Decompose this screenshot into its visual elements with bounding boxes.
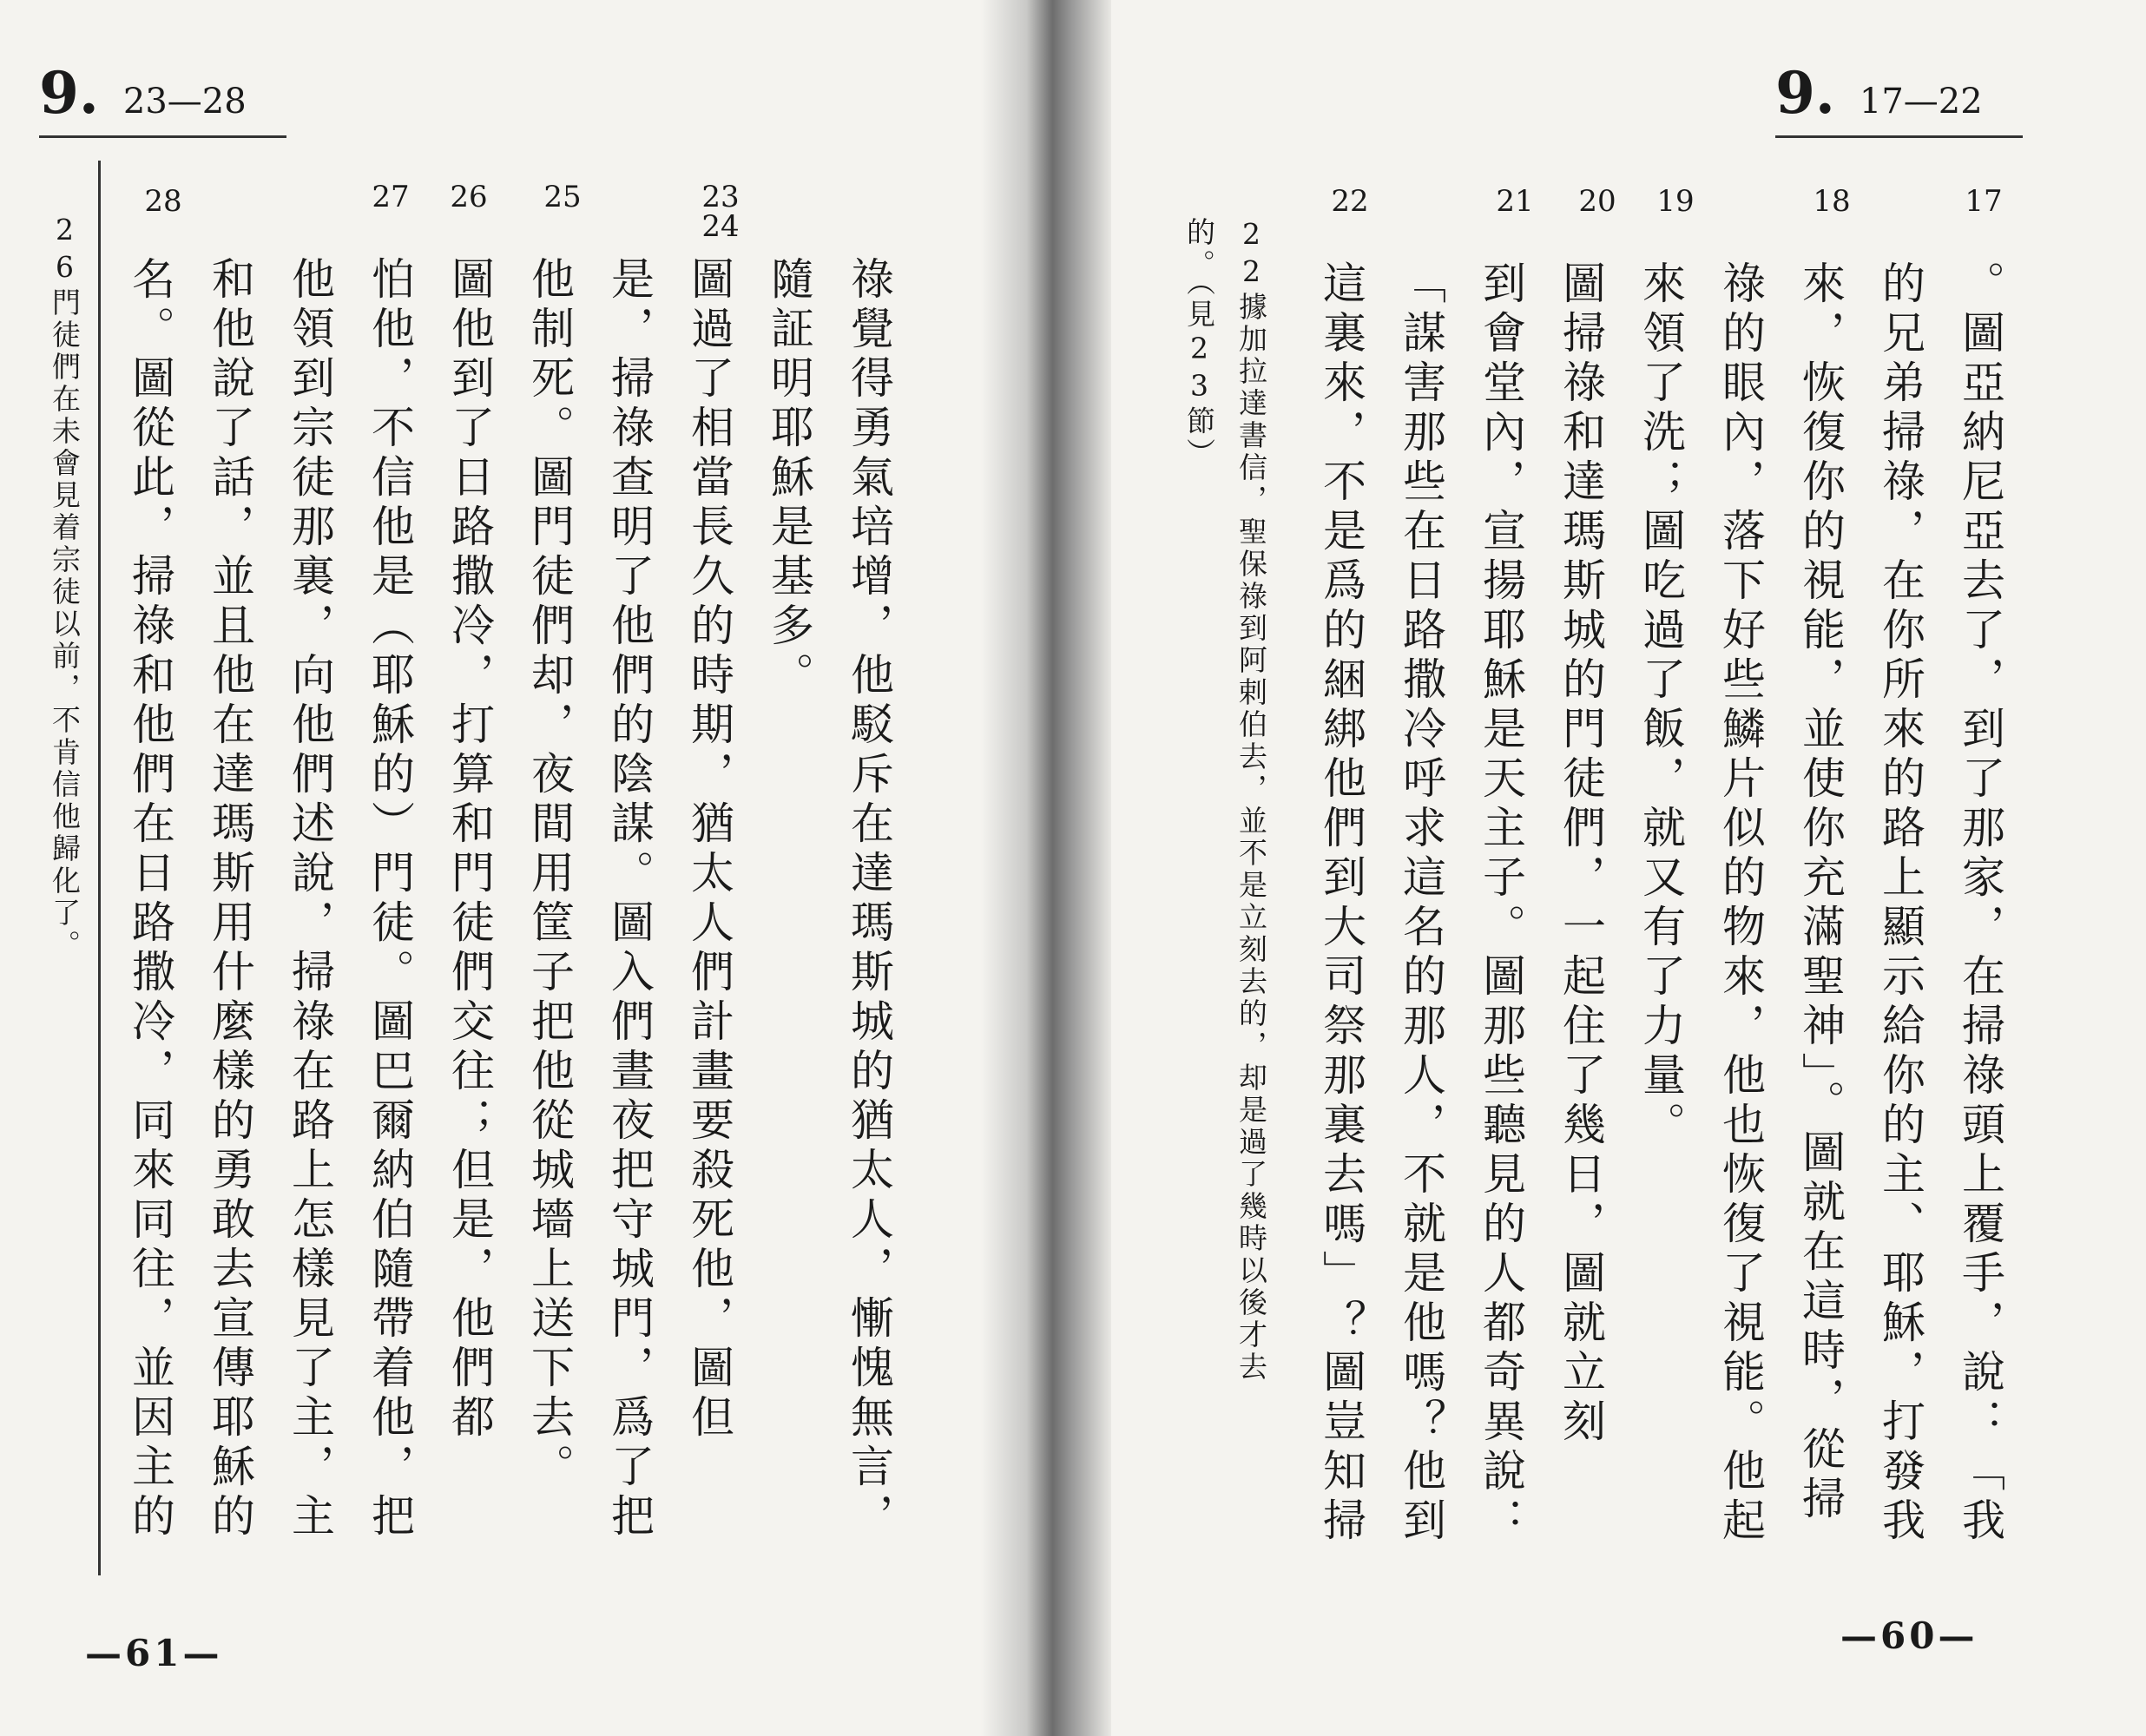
text-column: 和他說了話，並且他在達瑪斯用什麼樣的勇敢去宣傳耶穌的 [205, 256, 255, 1542]
right-page-header [1775, 59, 2023, 138]
text-column: 隨証明耶穌是基多。 [764, 256, 814, 701]
verse-number: 19 [1656, 184, 1695, 219]
text-column: 祿的眼內，落下好些鱗片似的物來，他也恢復了視能。他起 [1715, 260, 1766, 1547]
verse-number: 25 [543, 180, 582, 214]
footnote-line: 的。（見23節） [1182, 217, 1216, 470]
verse-number: 20 [1578, 184, 1616, 219]
text-column: 他制死。圖門徒們却，夜間用筐子把他從城墻上送下去。 [524, 256, 575, 1493]
text-column: 名。圖從此，掃祿和他們在日路撒冷，同來同往，並因主的 [125, 256, 175, 1542]
footnote-line: 22據加拉達書信，聖保祿到阿剌伯去，並不是立刻去的，却是過了幾時以後才去 [1234, 217, 1268, 1384]
verse-number: 27 [372, 180, 410, 214]
book-gutter [981, 0, 1111, 1736]
footnote-rule [98, 161, 101, 1575]
text-column: 的兄弟掃祿，在你所來的路上顯示給你的主、耶穌，打發我 [1875, 260, 1925, 1547]
verse-number: 26 [450, 180, 488, 214]
verse-number: 28 [144, 184, 182, 219]
verse-range: 17—22 [1859, 82, 1983, 122]
text-column: 怕他，不信他是（耶穌的）門徒。圖巴爾納伯隨帶着他，把 [365, 256, 415, 1542]
chapter-number: 9. [1775, 59, 1835, 127]
text-column: 來領了洗；圖吃過了飯，就又有了力量。 [1636, 260, 1686, 1151]
page-number: —61— [85, 1632, 223, 1674]
text-column: 他領到宗徒那裏，向他們述說，掃祿在路上怎樣見了主，主 [285, 256, 335, 1542]
text-column: 是，掃祿查明了他們的陰謀。圖入們晝夜把守城門，爲了把 [604, 256, 655, 1542]
verse-number: 22 [1331, 184, 1369, 219]
text-column: 「謀害那些在日路撒冷呼求這名的那人，不就是他嗎？他到 [1396, 260, 1446, 1547]
verse-number: 23 24 [701, 180, 740, 244]
text-column: 這裏來，不是爲的綑綁他們到大司祭那裏去嗎」？圖豈知掃 [1316, 260, 1366, 1547]
verse-number: 17 [1965, 184, 2003, 219]
left-page-header [39, 59, 286, 138]
verse-number: 21 [1496, 184, 1534, 219]
text-column: 圖掃祿和達瑪斯城的門徒們，一起住了幾日，圖就立刻 [1556, 260, 1606, 1448]
text-column: 。圖亞納尼亞去了，到了那家，在掃祿頭上覆手，說：「我 [1955, 260, 2005, 1547]
left-page [0, 0, 1033, 1736]
verse-range: 23—28 [122, 82, 247, 122]
text-column: 圖過了相當長久的時期，猶太人們計畫要殺死他，圖但 [684, 256, 734, 1443]
text-column: 圖他到了日路撒冷，打算和門徒們交往；但是，他們都 [444, 256, 495, 1443]
text-column: 祿覺得勇氣培增，他駁斥在達瑪斯城的猶太人，慚愧無言， [844, 256, 894, 1542]
chapter-number: 9. [39, 59, 99, 127]
text-column: 來，恢復你的視能，並使你充滿聖神」。圖就在這時，從掃 [1795, 260, 1846, 1525]
footnote: 26門徒們在未會見着宗徒以前，不肯信他歸化了。 [48, 213, 82, 962]
text-column: 到會堂內，宣揚耶穌是天主子。圖那些聽見的人都奇異說： [1476, 260, 1526, 1547]
page-number: —60— [1840, 1614, 1978, 1657]
verse-number: 18 [1813, 184, 1851, 219]
